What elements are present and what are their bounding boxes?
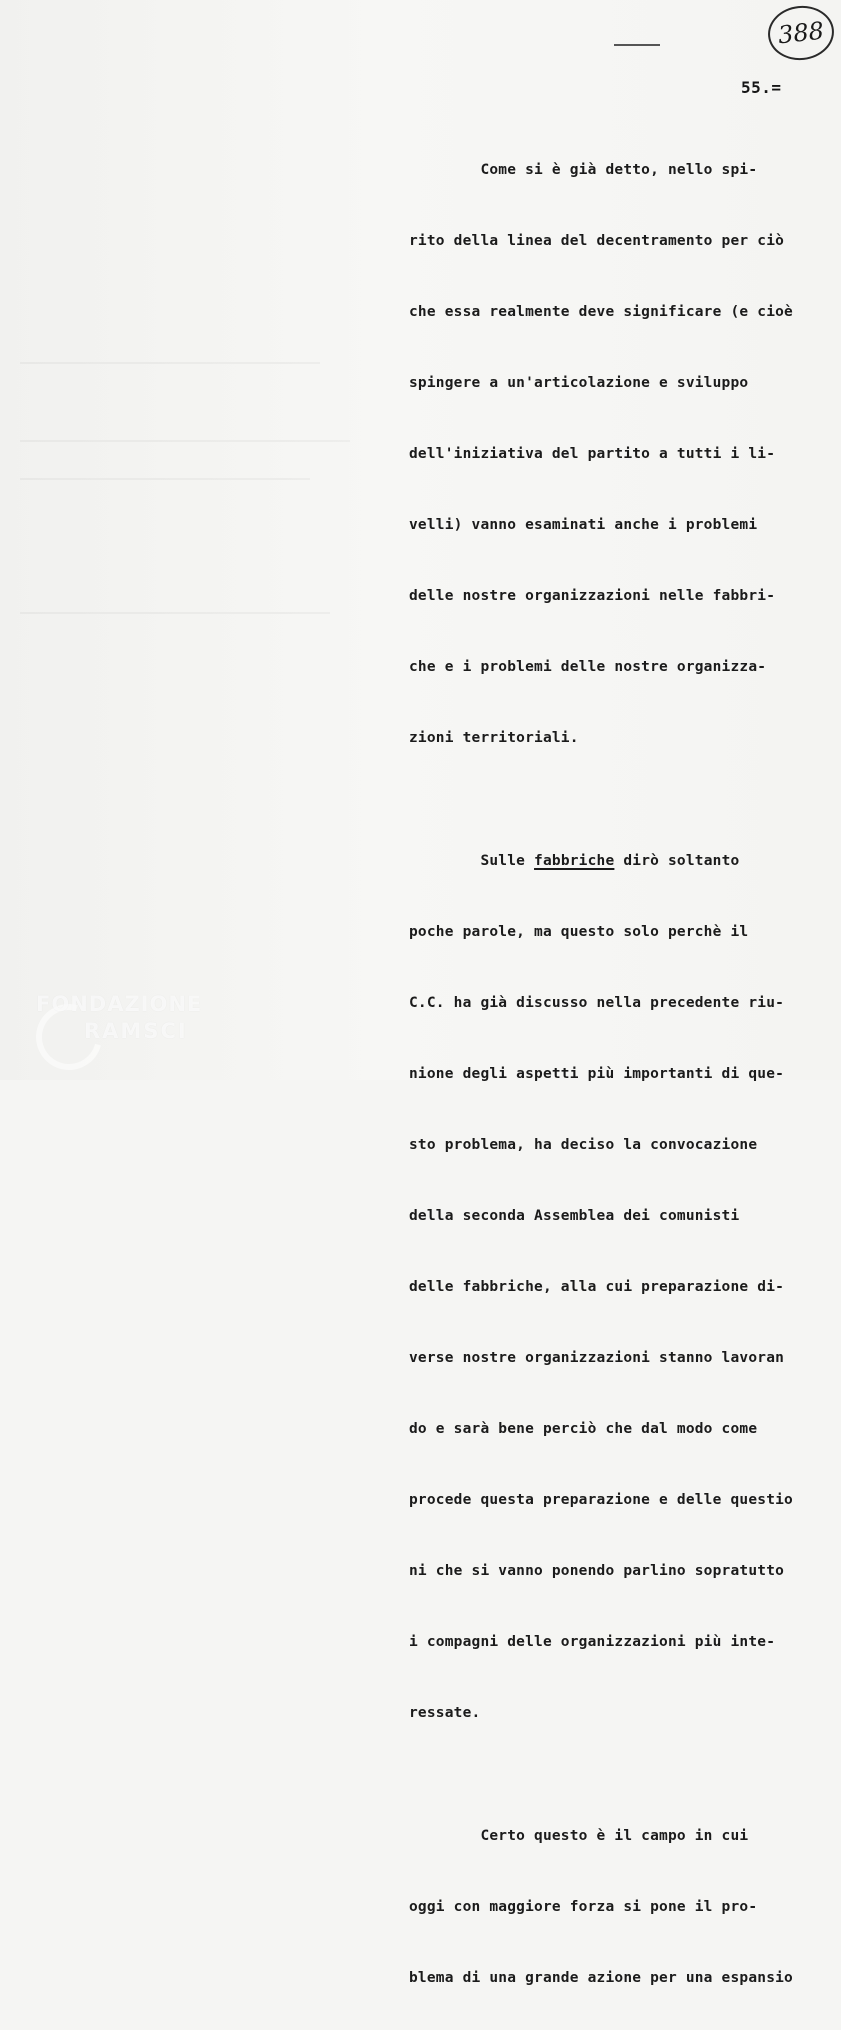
text-line: C.C. ha già discusso nella precedente riu- xyxy=(409,995,785,1011)
text-line: blema di una grande azione per una espansio xyxy=(409,1970,793,1986)
text-line: che essa realmente deve significare (e cioè xyxy=(409,304,793,320)
watermark-line-1: FONDAZIONE xyxy=(36,992,203,1016)
text-line: dell'iniziativa del partito a tutti i li- xyxy=(409,446,776,462)
text-line: poche parole, ma questo solo perchè il xyxy=(409,924,749,940)
text-line: procede questa preparazione e delle questio xyxy=(409,1492,793,1508)
show-through-mark xyxy=(20,362,320,364)
text-line: delle nostre organizzazioni nelle fabbri- xyxy=(409,588,776,604)
show-through-mark xyxy=(20,440,350,442)
top-dash xyxy=(614,44,660,46)
text-line: verse nostre organizzazioni stanno lavoran xyxy=(409,1350,785,1366)
text-line: velli) vanno esaminati anche i problemi xyxy=(409,517,758,533)
show-through-mark xyxy=(20,612,330,614)
text-line: nione degli aspetti più importanti di que- xyxy=(409,1066,785,1082)
typewritten-text xyxy=(409,103,839,2030)
fondazione-gramsci-watermark xyxy=(36,992,216,1062)
text-line: ressate. xyxy=(409,1705,481,1721)
text-line: do e sarà bene perciò che dal modo come xyxy=(409,1421,758,1437)
text-line: che e i problemi delle nostre organizza- xyxy=(409,659,767,675)
text-line: i compagni delle organizzazioni più inte- xyxy=(409,1634,776,1650)
text-line xyxy=(409,842,839,881)
text-line: delle fabbriche, alla cui preparazione di- xyxy=(409,1279,785,1295)
text-line: oggi con maggiore forza si pone il pro- xyxy=(409,1899,758,1915)
text-line: della seconda Assemblea dei comunisti xyxy=(409,1208,740,1224)
text-fragment: Sulle xyxy=(409,853,535,869)
show-through-mark xyxy=(20,478,310,480)
text-line: sto problema, ha deciso la convocazione xyxy=(409,1137,758,1153)
watermark-line-2: RAMSCI xyxy=(84,1019,188,1043)
text-line: zioni territoriali. xyxy=(409,730,579,746)
text-fragment: dirò soltanto xyxy=(614,853,740,869)
text-line: rito della linea del decentramento per ciò xyxy=(409,233,785,249)
underlined-word: fabbriche xyxy=(534,853,615,869)
text-line: ni che si vanno ponendo parlino sopratutto xyxy=(409,1563,785,1579)
text-line: spingere a un'articolazione e sviluppo xyxy=(409,375,749,391)
text-line: Certo questo è il campo in cui xyxy=(409,1828,749,1844)
archive-folio-number: 388 xyxy=(765,3,836,64)
page-number: 55.= xyxy=(741,78,782,97)
text-line: Come si è già detto, nello spi- xyxy=(409,162,758,178)
